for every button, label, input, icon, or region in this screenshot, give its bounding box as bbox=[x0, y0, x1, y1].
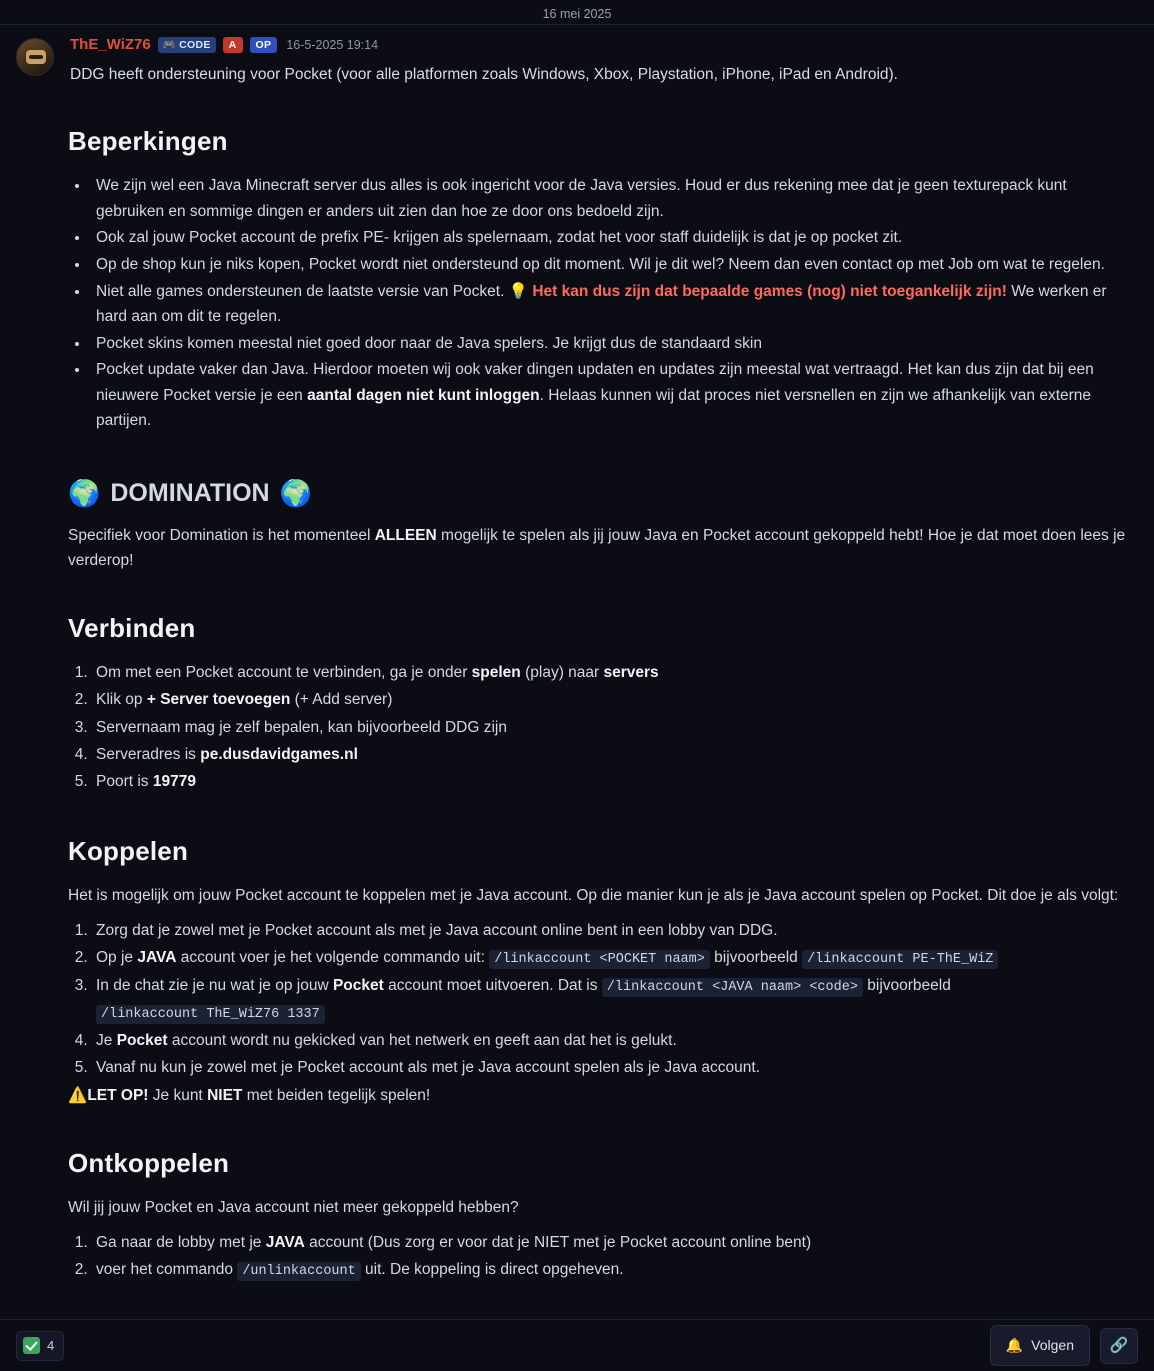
command-code-1: /linkaccount <JAVA naam> <code> bbox=[602, 978, 863, 997]
step-text-1: Servernaam mag je zelf bepalen, kan bijvoorbeeld DDG zijn bbox=[96, 718, 507, 736]
list-item bbox=[90, 252, 1138, 278]
post-meta bbox=[70, 35, 1138, 55]
step-text-2: (+ Add server) bbox=[294, 691, 393, 709]
avatar[interactable] bbox=[16, 38, 54, 76]
list-item bbox=[92, 715, 1138, 741]
heading-domination-label: DOMINATION bbox=[110, 478, 270, 507]
list-item bbox=[92, 973, 1138, 1027]
post-header bbox=[16, 35, 1138, 86]
list-item-text: We zijn wel een Java Minecraft server dus alles is ook ingericht voor de Java versies. Houd er dus rekening mee dat je geen texturepack kunt gebruiken en sommige dingen er anders uit zien dan hoe ze door ons bedoeld zijn. bbox=[96, 177, 1067, 220]
step-bold-1: Pocket bbox=[332, 977, 384, 995]
warning-icon: ⚠️ bbox=[68, 1086, 88, 1104]
step-bold-1: pe.dusdavidgames.nl bbox=[200, 746, 358, 764]
heading-verbinden: Verbinden bbox=[68, 613, 196, 644]
list-item bbox=[92, 1257, 1138, 1284]
step-bold-1: Pocket bbox=[116, 1032, 168, 1050]
check-icon bbox=[23, 1337, 40, 1354]
step-bold-1: spelen bbox=[471, 664, 521, 682]
follow-button[interactable] bbox=[990, 1325, 1090, 1366]
step-text-2: uit. De koppeling is direct opgeheven. bbox=[365, 1261, 624, 1279]
list-item bbox=[92, 769, 1138, 795]
step-text-1: Je bbox=[96, 1032, 113, 1050]
step-text-2: account (Dus zorg er voor dat je NIET met je Pocket account online bent) bbox=[309, 1233, 812, 1251]
list-item bbox=[92, 660, 1138, 686]
domination-paragraph bbox=[68, 523, 1138, 573]
koppelen-warning bbox=[68, 1083, 1138, 1108]
ontkoppelen-intro: Wil jij jouw Pocket en Java account niet meer gekoppeld hebben? bbox=[68, 1198, 519, 1216]
list-item-bold: aantal dagen niet kunt inloggen bbox=[307, 386, 540, 404]
link-icon: 🔗 bbox=[1109, 1336, 1129, 1354]
step-text-1: voer het commando bbox=[96, 1261, 233, 1279]
heading-ontkoppelen: Ontkoppelen bbox=[68, 1147, 230, 1178]
command-code-1: /linkaccount <POCKET naam> bbox=[489, 950, 710, 969]
badge-code bbox=[158, 37, 216, 54]
domination-text-1: Specifiek voor Domination is het momenteel bbox=[68, 526, 371, 544]
badge-op: OP bbox=[250, 37, 278, 54]
list-item-text: Niet alle games ondersteunen de laatste versie van Pocket. bbox=[96, 282, 505, 300]
list-item bbox=[92, 687, 1138, 713]
step-text-1: Vanaf nu kun je zowel met je Pocket account als met je Java account spelen als je Java account. bbox=[96, 1059, 761, 1077]
list-item-text: Pocket update vaker dan Java. Hierdoor moeten wij ook vaker dingen updaten en updates zijn meestal wat vertraagd. Het kan dus zijn dat bij een nieuwere Pocket versie je een bbox=[96, 361, 1094, 404]
list-item bbox=[92, 742, 1138, 768]
koppelen-list bbox=[68, 918, 1138, 1082]
command-code-1: /unlinkaccount bbox=[237, 1262, 360, 1281]
list-item bbox=[92, 945, 1138, 972]
post-footer bbox=[0, 1319, 1154, 1371]
date-label: 16 mei 2025 bbox=[542, 7, 612, 21]
step-text-1: Ga naar de lobby met je bbox=[96, 1233, 262, 1251]
list-item bbox=[92, 1055, 1138, 1081]
list-item-text: Pocket skins komen meestal niet goed door naar de Java spelers. Je krijgt dus de standaard skin bbox=[96, 334, 763, 352]
step-text-1: Serveradres is bbox=[96, 746, 196, 764]
step-text-1: Om met een Pocket account te verbinden, ga je onder bbox=[96, 664, 468, 682]
command-code-2: /linkaccount ThE_WiZ76 1337 bbox=[96, 1005, 325, 1024]
step-text-3: bijvoorbeeld bbox=[867, 977, 951, 995]
heading-beperkingen: Beperkingen bbox=[68, 126, 228, 157]
step-bold-1: JAVA bbox=[265, 1233, 305, 1251]
warning-bold-1: LET OP! bbox=[87, 1086, 149, 1104]
lightbulb-icon: 💡 bbox=[508, 282, 529, 300]
bell-icon: 🔔 bbox=[1005, 1337, 1024, 1354]
domination-text-2: mogelijk te spelen als jij jouw Java en Pocket account gekoppeld hebt! Hoe je dat moet doen lees je verderop! bbox=[68, 526, 1126, 569]
step-text-2: account voer je het volgende commando uit: bbox=[180, 949, 485, 967]
reaction-button[interactable] bbox=[16, 1331, 64, 1361]
domination-bold: ALLEEN bbox=[374, 526, 437, 544]
post-content bbox=[0, 122, 1154, 1371]
follow-button-label: Volgen bbox=[1031, 1337, 1074, 1354]
step-bold-1: JAVA bbox=[137, 949, 177, 967]
badge-admin: A bbox=[223, 37, 243, 54]
post-timestamp: 16-5-2025 19:14 bbox=[286, 37, 379, 52]
heading-koppelen: Koppelen bbox=[68, 835, 189, 866]
beperkingen-list bbox=[68, 173, 1138, 434]
step-text-1: Op je bbox=[96, 949, 134, 967]
post-intro-text: DDG heeft ondersteuning voor Pocket (voor alle platformen zoals Windows, Xbox, Playstation, iPhone, iPad en Android). bbox=[70, 66, 898, 83]
warning-text-1: Je kunt bbox=[152, 1086, 203, 1104]
step-text-1: In de chat zie je nu wat je op jouw bbox=[96, 977, 329, 995]
step-bold-1: + Server toevoegen bbox=[146, 691, 291, 709]
list-item-highlight: Het kan dus zijn dat bepaalde games (nog) niet toegankelijk zijn! bbox=[532, 282, 1007, 300]
step-text-1: Klik op bbox=[96, 691, 143, 709]
step-text-2: account moet uitvoeren. Dat is bbox=[388, 977, 598, 995]
warning-text-2: met beiden tegelijk spelen! bbox=[246, 1086, 431, 1104]
code-icon: 🎮 bbox=[162, 38, 177, 51]
verbinden-list bbox=[68, 660, 1138, 796]
command-code-2: /linkaccount PE-ThE_WiZ bbox=[802, 950, 998, 969]
step-bold-1: 19779 bbox=[152, 773, 196, 791]
badge-code-label: CODE bbox=[179, 38, 211, 51]
list-item bbox=[92, 1230, 1138, 1256]
reaction-count: 4 bbox=[47, 1338, 55, 1354]
step-text-1: Poort is bbox=[96, 773, 149, 791]
date-divider bbox=[0, 0, 1154, 25]
globe-icon-left: 🌍 bbox=[68, 477, 101, 508]
list-item-text: Op de shop kun je niks kopen, Pocket wordt niet ondersteund op dit moment. Wil je dit wel? Neem dan even contact op met Job om wat te regelen. bbox=[96, 255, 1105, 273]
step-text-2: (play) naar bbox=[525, 664, 600, 682]
list-item bbox=[90, 279, 1138, 330]
list-item-text-2: We werken er hard aan om dit te regelen. bbox=[96, 282, 1107, 326]
warning-bold-2: NIET bbox=[207, 1086, 243, 1104]
globe-icon-right: 🌍 bbox=[279, 477, 312, 508]
list-item bbox=[90, 173, 1138, 224]
author-username[interactable]: ThE_WiZ76 bbox=[70, 35, 151, 53]
list-item bbox=[92, 918, 1138, 944]
share-link-button[interactable] bbox=[1100, 1328, 1138, 1364]
list-item bbox=[92, 1028, 1138, 1054]
step-text-1: Zorg dat je zowel met je Pocket account als met je Java account online bent in een lobby van DDG. bbox=[96, 921, 778, 939]
koppelen-intro: Het is mogelijk om jouw Pocket account te koppelen met je Java account. Op die manier kun je als je Java account spelen op Pocket. Dit doe je als volgt: bbox=[68, 886, 1119, 904]
step-text-2: account wordt nu gekicked van het netwerk en geeft aan dat het is gelukt. bbox=[171, 1032, 677, 1050]
list-item bbox=[90, 225, 1138, 251]
step-bold-2: servers bbox=[603, 664, 659, 682]
list-item-text-2: . Helaas kunnen wij dat proces niet versnellen en zijn we afhankelijk van externe partijen. bbox=[96, 386, 1092, 430]
heading-domination bbox=[68, 474, 1138, 513]
list-item-text: Ook zal jouw Pocket account de prefix PE- krijgen als spelernaam, zodat het voor staff duidelijk is dat je op pocket zit. bbox=[96, 229, 903, 247]
ontkoppelen-list bbox=[68, 1230, 1138, 1284]
post bbox=[0, 25, 1154, 86]
list-item bbox=[90, 357, 1138, 434]
footer-actions bbox=[990, 1325, 1138, 1366]
step-text-3: bijvoorbeeld bbox=[714, 949, 798, 967]
list-item bbox=[90, 331, 1138, 357]
